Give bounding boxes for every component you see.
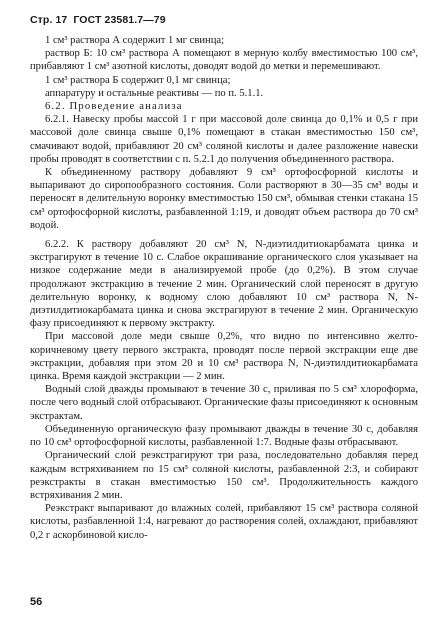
paragraph-reextraction: Органический слой реэкстрагируют три раза, последовательно добавляя перед каждым встряхиванием по 15 см³ соляной кислоты, разбавленной 2:3, и собирают реэкстракты в стакан вместимостью 150 см³. Продолжительность каждого встряхивания 2 мин.: [30, 450, 418, 501]
paragraph-6-2-2: 6.2.2. К раствору добавляют 20 см³ N, N-диэтилдитиокарбамата цинка и экстрагируют в течение 10 с. Слабое окрашивание органического слоя указывает на низкое содержание меди в анализируемой пробе (до 0,2%). В этом случае продолжают экстракцию в течение 2 мин. Органический слой переносят в другую делительную воронку, к водному слою добавляют 10 см³ раствора N, N-диэтилдитиокарбамата цинка и снова экстрагируют в течение 2 мин. Органическую фазу присоединяют к первому экстракту.: [30, 239, 418, 330]
paragraph-combined-solution: К объединенному раствору добавляют 9 см³ ортофосфорной кислоты и выпаривают до сиропообразного состояния. Соли растворяют в 30—35 см³ воды и переносят в делительную воронку вместимостью 150 см³, обмывая стенки стакана 15 см³ ортофосфорной кислоты, разбавленной 1:19, и доводят объем раствора до 70 см³ водой.: [30, 167, 418, 231]
paragraph-water-layer: Водный слой дважды промывают в течение 30 с, приливая по 5 см³ хлороформа, после чего водный слой отбрасывают. Органические фазы присоединяют к основным экстрактам.: [30, 384, 418, 422]
page-header: [30, 14, 418, 26]
paragraph-apparatus: аппаратуру и остальные реактивы — по п. 5.1.1.: [45, 87, 264, 99]
paragraph-organic-phase: Объединенную органическую фазу промывают дважды в течение 30 с, добавляя по 10 см³ ортофосфорной кислоты, разбавленной 1:7. Водные фазы отбрасывают.: [30, 423, 418, 449]
paragraph-solution-a-content: 1 см³ раствора А содержит 1 мг свинца;: [45, 35, 225, 46]
standard-number: ГОСТ 23581.7—79: [73, 14, 166, 26]
paragraph-solution-b: раствор Б: 10 см³ раствора А помещают в мерную колбу вместимостью 100 см³, прибавляют 1 см³ азотной кислоты, доводят водой до метки и перемешивают.: [30, 48, 418, 73]
page-number: 56: [30, 596, 43, 608]
paragraph-solution-b-content: 1 см³ раствора Б содержит 0,1 мг свинца;: [45, 74, 231, 86]
paragraph-copper-above: При массовой доле меди свыше 0,2%, что видно по интенсивно желто-коричневому цвету первого экстракта, проводят после первой экстракции еще две экстракции, добавляя при этом 20 и 10 см³ раствора N, N-диэтилдитиокарбамата цинка. Время каждой экстракции — 2 мин.: [30, 331, 418, 383]
document-body: [30, 34, 418, 542]
page-label: Стр. 17: [30, 14, 68, 26]
paragraph-6-2-1: 6.2.1. Навеску пробы массой 1 г при массовой доле свинца до 0,1% и 0,5 г при массовой доле свинца свыше 0,1% помещают в стакан вместимостью 150 см³, смачивают водой, прибавляют 20 см³ соляной кислоты и далее разложение навески пробы проводят в соответствии с п. 5.2.1 до получения объединенного раствора.: [30, 114, 418, 165]
section-heading: 6.2. Проведение анализа: [45, 101, 183, 113]
paragraph-evaporation: Реэкстракт выпаривают до влажных солей, прибавляют 15 см³ раствора соляной кислоты, разбавленной 1:4, нагревают до растворения солей, охлаждают, прибавляют 0,2 г аскорбиновой кисло-: [30, 503, 418, 541]
